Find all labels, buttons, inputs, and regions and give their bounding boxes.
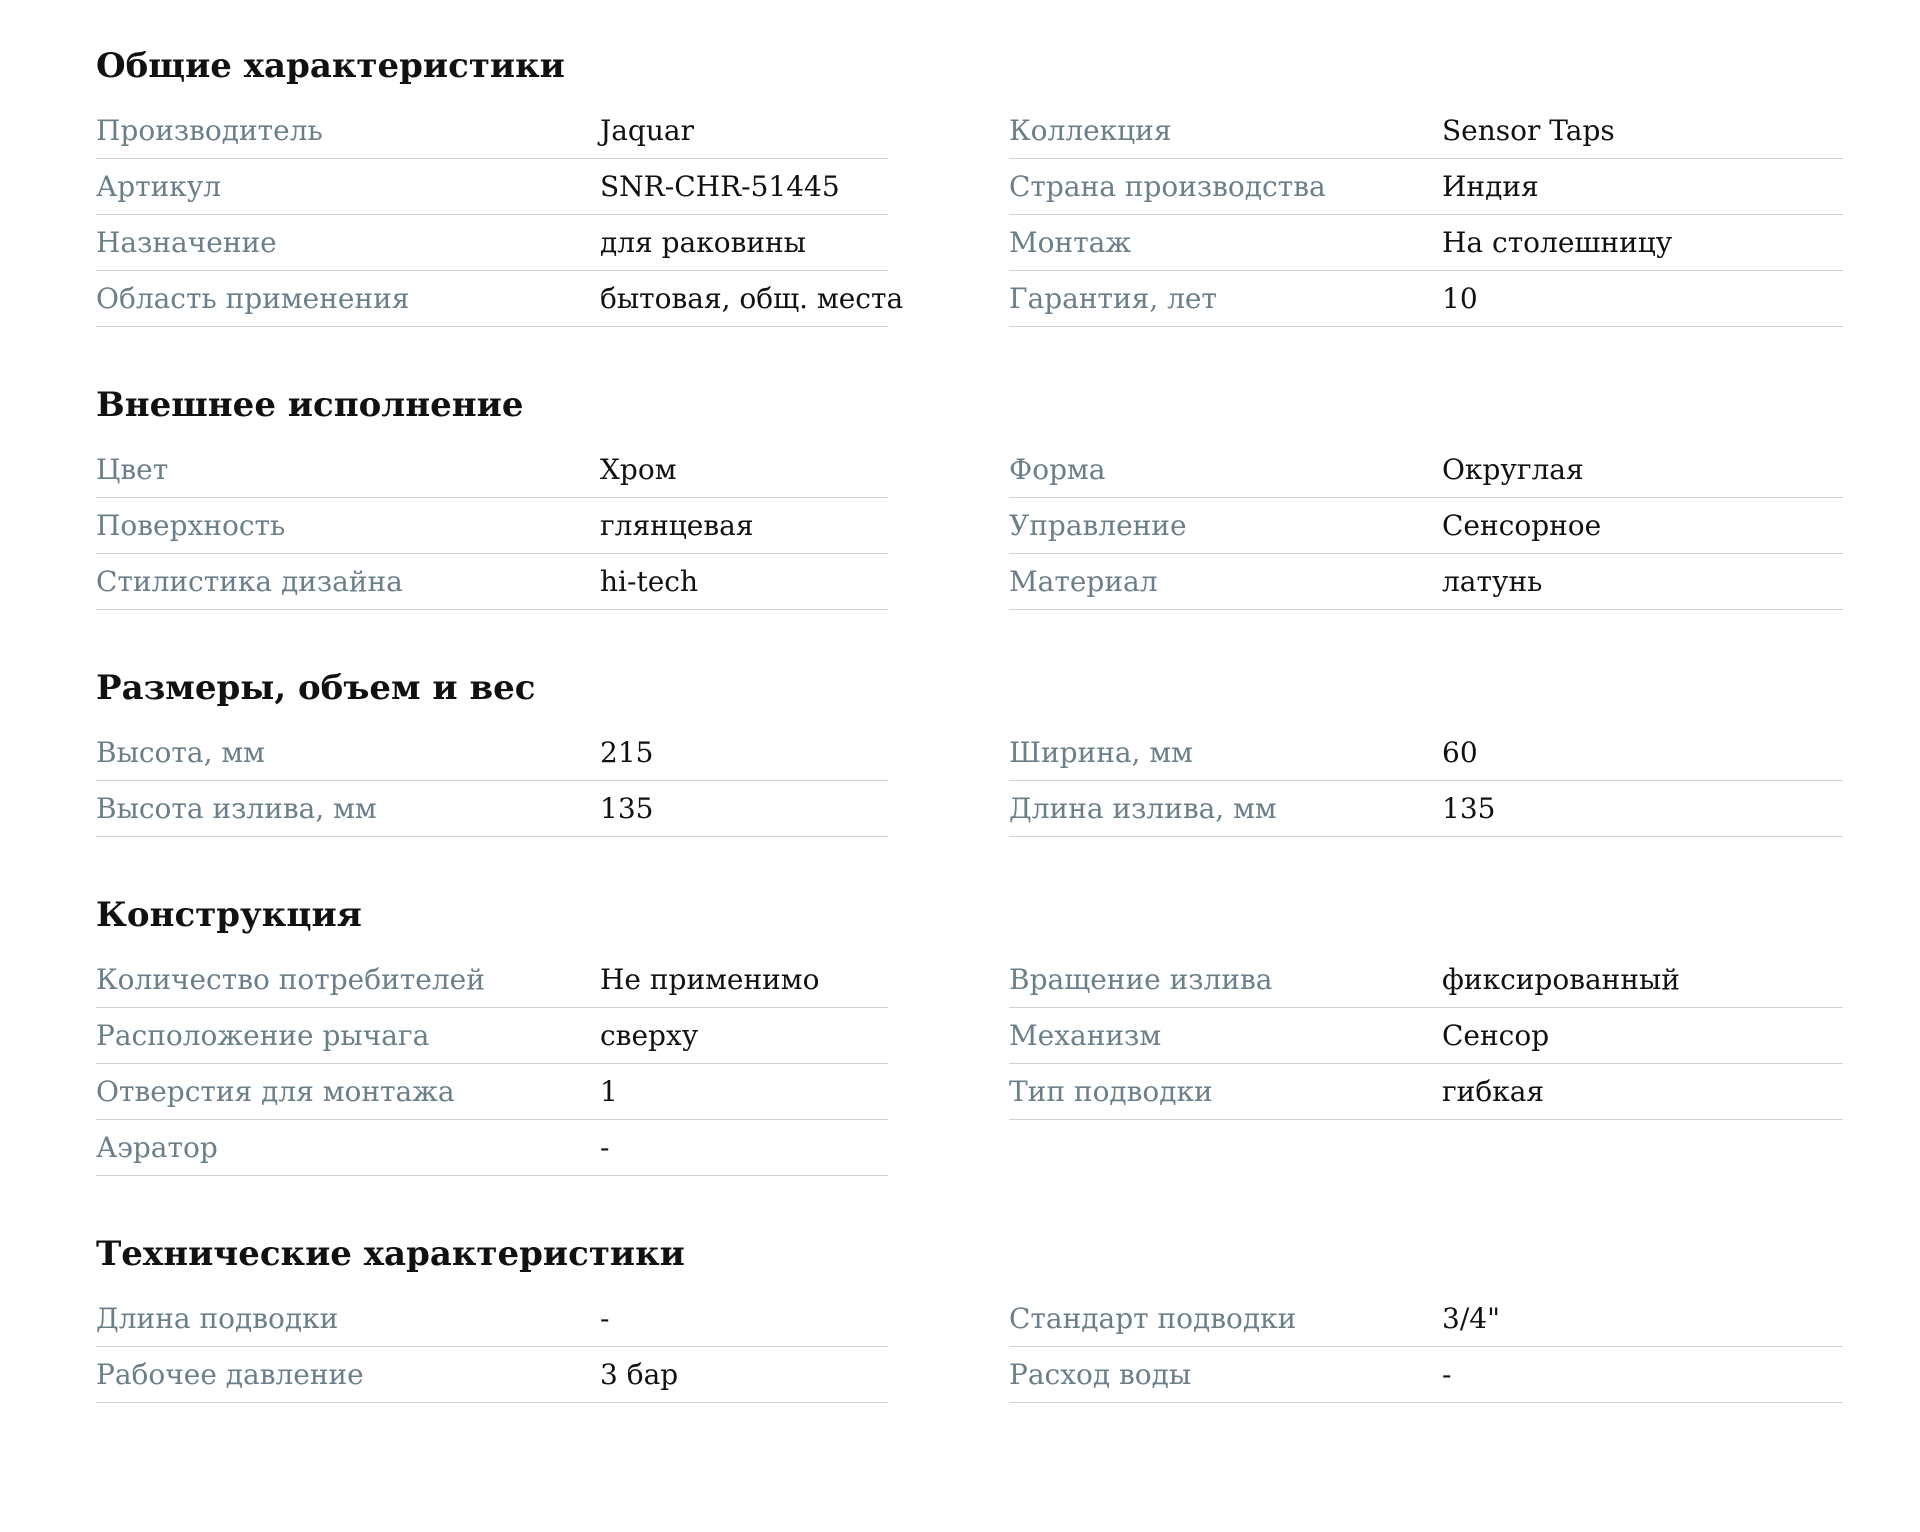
spec-label: Тип подводки: [1009, 1075, 1213, 1108]
spec-columns: [96, 103, 1920, 327]
spec-label: Материал: [1009, 565, 1158, 598]
spec-value: Индия: [1442, 170, 1539, 203]
spec-column-right: [1009, 103, 1843, 327]
spec-columns: [96, 725, 1920, 837]
spec-label: Стандарт подводки: [1009, 1302, 1297, 1335]
spec-row: [96, 781, 888, 837]
spec-row: [96, 1120, 888, 1176]
spec-label: Монтаж: [1009, 226, 1132, 259]
spec-row: [1009, 1291, 1843, 1347]
spec-label: Длина излива, мм: [1009, 792, 1277, 825]
spec-label: Рабочее давление: [96, 1358, 364, 1391]
spec-row: [1009, 952, 1843, 1008]
spec-value: латунь: [1442, 565, 1543, 598]
spec-value: Не применимо: [600, 963, 820, 996]
spec-value: На столешницу: [1442, 226, 1673, 259]
spec-label: Поверхность: [96, 509, 286, 542]
spec-label: Управление: [1009, 509, 1187, 542]
spec-value: Сенсорное: [1442, 509, 1602, 542]
spec-value: глянцевая: [600, 509, 754, 542]
spec-row: [96, 725, 888, 781]
spec-row: [96, 1064, 888, 1120]
section-technical: [96, 1230, 1920, 1403]
spec-value: фиксированный: [1442, 963, 1680, 996]
spec-label: Артикул: [96, 170, 222, 203]
spec-row: [1009, 215, 1843, 271]
spec-value: 3/4": [1442, 1302, 1500, 1335]
section-title: Технические характеристики: [96, 1234, 685, 1274]
spec-label: Расположение рычага: [96, 1019, 430, 1052]
spec-label: Страна производства: [1009, 170, 1326, 203]
spec-value: 10: [1442, 282, 1478, 315]
spec-row: [96, 271, 904, 327]
spec-row: [1009, 498, 1843, 554]
spec-label: Расход воды: [1009, 1358, 1192, 1391]
spec-value: 215: [600, 736, 654, 769]
spec-label: Отверстия для монтажа: [96, 1075, 455, 1108]
spec-value: hi-tech: [600, 565, 698, 598]
spec-value: SNR-CHR-51445: [600, 170, 840, 203]
spec-value: 60: [1442, 736, 1478, 769]
spec-value: 1: [600, 1075, 618, 1108]
spec-label: Производитель: [96, 114, 323, 147]
spec-label: Длина подводки: [96, 1302, 339, 1335]
spec-row: [96, 554, 888, 610]
spec-row: [96, 1008, 888, 1064]
spec-row: [96, 952, 888, 1008]
spec-row: [1009, 271, 1843, 327]
spec-value: 135: [600, 792, 654, 825]
spec-value: для раковины: [600, 226, 806, 259]
spec-row: [96, 159, 888, 215]
spec-column-right: [1009, 1291, 1843, 1403]
spec-column-left: [96, 725, 888, 837]
spec-row: [1009, 725, 1843, 781]
spec-value: Хром: [600, 453, 677, 486]
spec-columns: [96, 952, 1920, 1176]
spec-value: гибкая: [1442, 1075, 1545, 1108]
spec-columns: [96, 442, 1920, 610]
spec-row: [1009, 442, 1843, 498]
spec-value: -: [600, 1131, 610, 1164]
spec-column-right: [1009, 952, 1843, 1120]
spec-value: 135: [1442, 792, 1496, 825]
spec-column-right: [1009, 725, 1843, 837]
spec-value: Sensor Taps: [1442, 114, 1615, 147]
spec-value: бытовая, общ. места: [600, 282, 904, 315]
spec-label: Коллекция: [1009, 114, 1172, 147]
spec-row: [1009, 781, 1843, 837]
spec-label: Высота излива, мм: [96, 792, 377, 825]
spec-column-left: [96, 1291, 888, 1403]
spec-label: Назначение: [96, 226, 277, 259]
spec-row: [1009, 1064, 1843, 1120]
spec-value: сверху: [600, 1019, 699, 1052]
spec-row: [96, 498, 888, 554]
section-title: Общие характеристики: [96, 46, 565, 86]
spec-label: Гарантия, лет: [1009, 282, 1217, 315]
spec-column-left: [96, 103, 904, 327]
section-construction: [96, 891, 1920, 1176]
spec-column-left: [96, 442, 888, 610]
spec-label: Количество потребителей: [96, 963, 485, 996]
spec-row: [1009, 103, 1843, 159]
section-title: Внешнее исполнение: [96, 385, 524, 425]
spec-row: [1009, 554, 1843, 610]
spec-row: [96, 1291, 888, 1347]
spec-label: Высота, мм: [96, 736, 265, 769]
spec-value: -: [1442, 1358, 1452, 1391]
section-dimensions: [96, 664, 1920, 837]
spec-label: Ширина, мм: [1009, 736, 1193, 769]
spec-row: [96, 442, 888, 498]
spec-label: Стилистика дизайна: [96, 565, 403, 598]
spec-row: [96, 1347, 888, 1403]
section-general: [96, 42, 1920, 327]
spec-label: Механизм: [1009, 1019, 1162, 1052]
spec-row: [1009, 1008, 1843, 1064]
section-appearance: [96, 381, 1920, 610]
spec-value: Округлая: [1442, 453, 1584, 486]
spec-row: [1009, 1347, 1843, 1403]
spec-label: Аэратор: [96, 1131, 218, 1164]
spec-value: Сенсор: [1442, 1019, 1550, 1052]
spec-value: Jaquar: [600, 114, 694, 147]
spec-column-right: [1009, 442, 1843, 610]
spec-row: [96, 215, 888, 271]
section-title: Конструкция: [96, 895, 362, 935]
section-title: Размеры, объем и вес: [96, 668, 536, 708]
spec-row: [96, 103, 888, 159]
spec-label: Вращение излива: [1009, 963, 1273, 996]
spec-value: 3 бар: [600, 1358, 679, 1391]
spec-columns: [96, 1291, 1920, 1403]
spec-column-left: [96, 952, 888, 1176]
spec-label: Область применения: [96, 282, 410, 315]
spec-label: Форма: [1009, 453, 1106, 486]
spec-row: [1009, 159, 1843, 215]
spec-label: Цвет: [96, 453, 169, 486]
spec-value: -: [600, 1302, 610, 1335]
